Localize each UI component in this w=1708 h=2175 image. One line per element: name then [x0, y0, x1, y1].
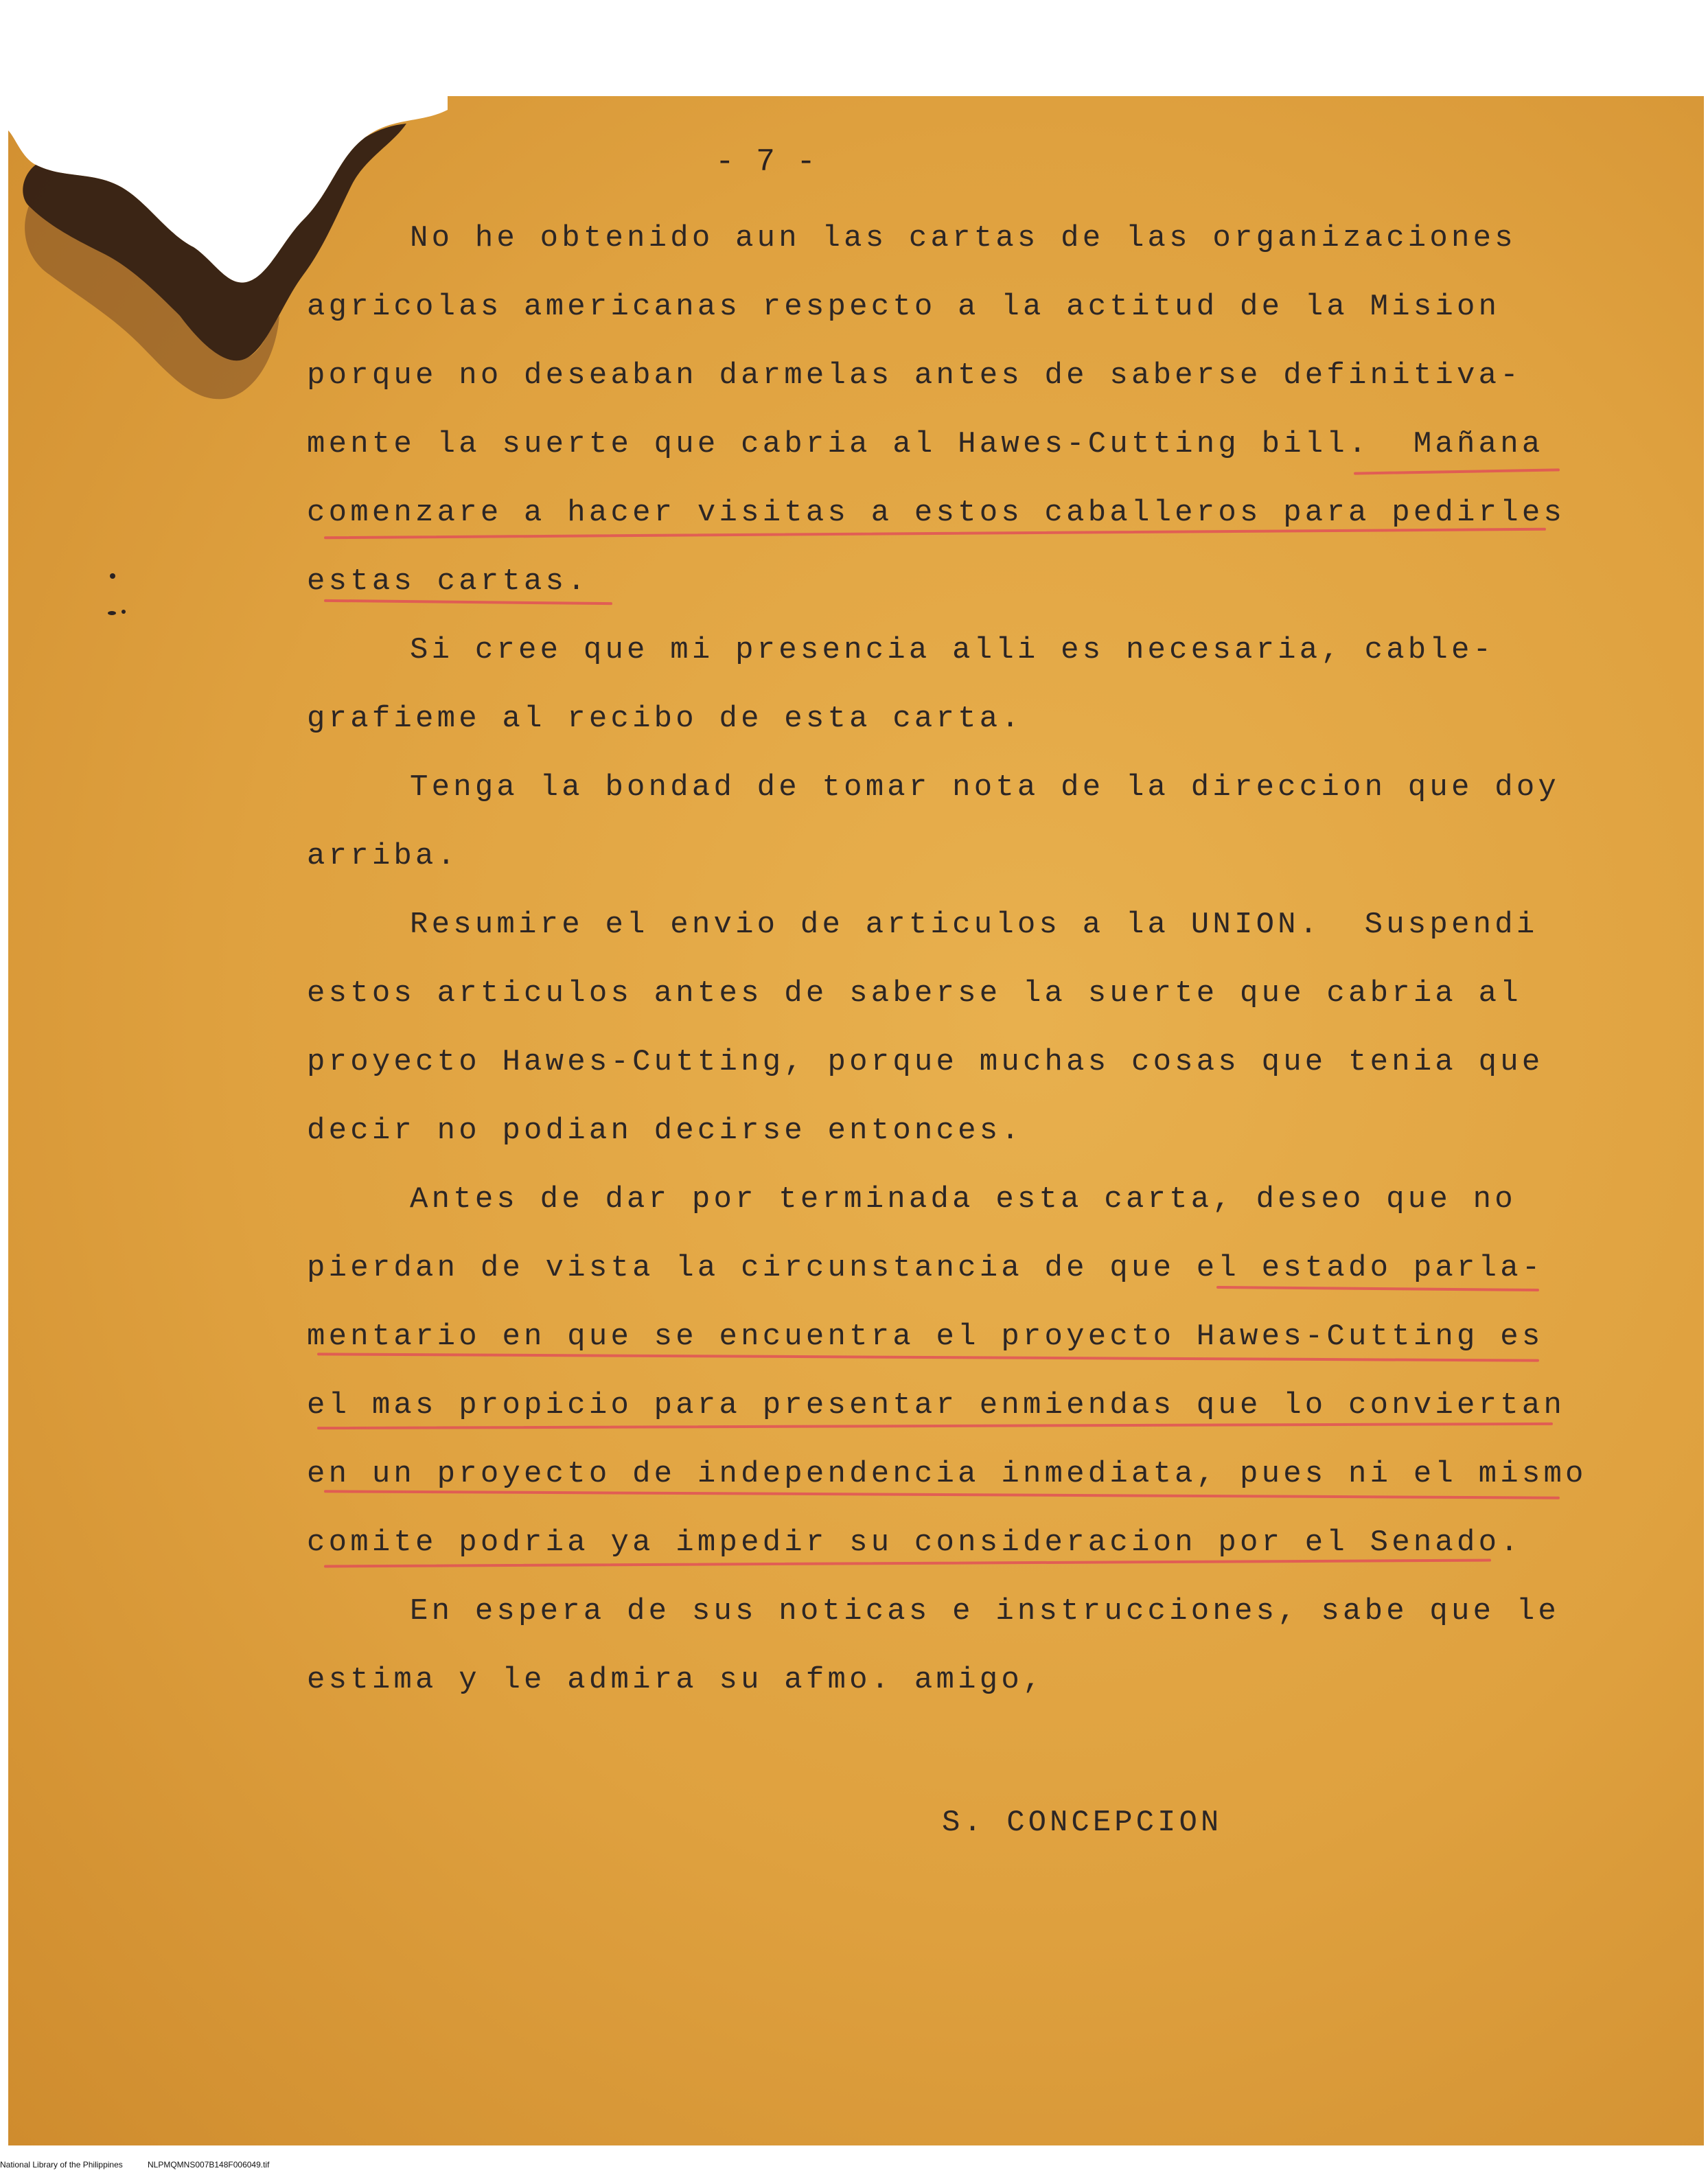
signature-typed-name: S. CONCEPCION	[942, 1806, 1223, 1840]
red-underline	[324, 1559, 1491, 1568]
text-line: estos articulos antes de saberse la suerte que cabria al	[307, 976, 1522, 1011]
red-underline	[317, 1353, 1539, 1361]
ink-speck	[108, 611, 116, 615]
ink-speck	[110, 573, 115, 579]
text-line: Tenga la bondad de tomar nota de la direccion que doy	[410, 770, 1560, 805]
text-line: Resumire el envio de articulos a la UNION. Suspendi	[410, 908, 1538, 942]
text-line: grafieme al recibo de esta carta.	[307, 702, 1023, 736]
red-underline	[324, 599, 612, 605]
text-line: estima y le admira su afmo. amigo,	[307, 1663, 1045, 1697]
text-line: proyecto Hawes-Cutting, porque muchas cosas que tenia que	[307, 1045, 1544, 1079]
text-line: Si cree que mi presencia alli es necesaria, cable-	[410, 633, 1495, 667]
text-line: porque no deseaban darmelas antes de saberse definitiva-	[307, 358, 1522, 393]
text-line: mentario en que se encuentra el proyecto Hawes-Cutting es	[307, 1320, 1544, 1354]
red-underline	[1216, 1286, 1539, 1291]
text-line: comite podria ya impedir su consideracion por el Senado.	[307, 1526, 1522, 1560]
archive-footer-label: National Library of the Philippines	[0, 2160, 123, 2170]
text-line: arriba.	[307, 839, 459, 873]
page-number: - 7 -	[715, 144, 818, 180]
archive-file-name: NLPMQMNS007B148F006049.tif	[148, 2160, 270, 2170]
red-underline	[1354, 468, 1560, 474]
text-line: pierdan de vista la circunstancia de que el estado parla-	[307, 1251, 1544, 1285]
text-line: En espera de sus noticas e instrucciones, sabe que le	[410, 1594, 1560, 1629]
text-line: No he obtenido aun las cartas de las organizaciones	[410, 221, 1516, 255]
red-underline	[324, 1490, 1560, 1499]
text-line: estas cartas.	[307, 564, 589, 599]
text-line: el mas propicio para presentar enmiendas que lo conviertan	[307, 1388, 1566, 1423]
text-line: comenzare a hacer visitas a estos caballeros para pedirles	[307, 496, 1566, 530]
red-underline	[317, 1423, 1553, 1429]
text-line: decir no podian decirse entonces.	[307, 1114, 1023, 1148]
text-line: Antes de dar por terminada esta carta, deseo que no	[410, 1182, 1516, 1217]
ink-speck	[122, 610, 126, 614]
text-line: en un proyecto de independencia inmediata, pues ni el mismo	[307, 1457, 1587, 1491]
document-page	[8, 96, 1704, 2145]
text-line: mente la suerte que cabria al Hawes-Cutting bill. Mañana	[307, 427, 1544, 461]
text-line: agricolas americanas respecto a la actitud de la Mision	[307, 290, 1501, 324]
